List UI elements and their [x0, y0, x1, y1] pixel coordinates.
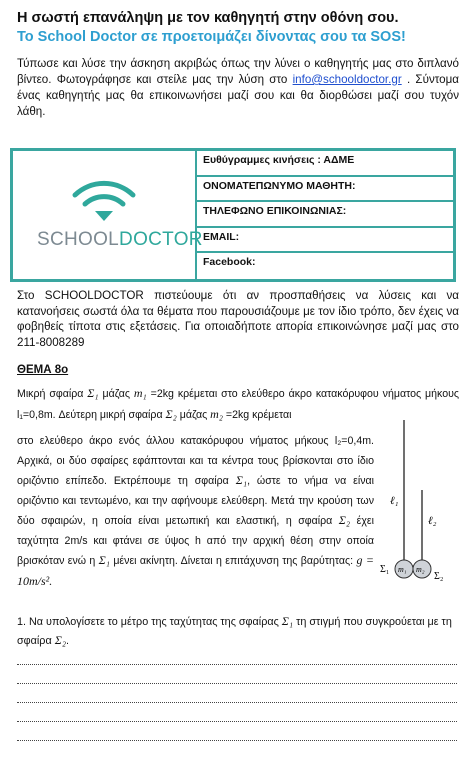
logo-part-2: DOCTOR [119, 229, 203, 250]
p1b: μάζας [98, 388, 134, 400]
email-link[interactable]: info@schooldoctor.gr [292, 73, 402, 86]
logo [37, 229, 203, 251]
q-sigma2: Σ₂ [54, 633, 67, 647]
field-topic: Ευθύγραμμες κινήσεις : ΑΔΜΕ [197, 151, 453, 177]
intro-before: Τύπωσε και λύσε την άσκηση ακριβώς όπως την λύνει ο καθηγητής μας στο διπλανό βίντεο. Φωτογράφησε και στείλε μας την λύση στο [17, 57, 459, 86]
sigma2-b: Σ₂ [338, 513, 351, 527]
p2b: , ώστε το νήμα να είναι οριζόντιο και τεντωμένο, και την αφήνουμε ελεύθερη. Μετά την κρούση των δύο σφαιρών, η οποία είναι μετωπική και ελαστική, η σφαίρα [17, 475, 374, 527]
label-m2: m₂ [416, 565, 425, 574]
sigma1-c: Σ₁ [98, 553, 110, 567]
p2c: έχει ταχύτητα 2m/s και φτάνει σε ύψος h από την αρχική θέση στην οποία βρισκόταν ενώ η [17, 515, 374, 567]
question-1 [17, 612, 465, 650]
logo-part-1: SCHOOL [37, 229, 120, 250]
form-fields [197, 151, 453, 279]
answer-line[interactable] [17, 683, 457, 684]
answer-line[interactable] [17, 664, 457, 665]
p2a: στο ελεύθερο άκρο ενός άλλου κατακόρυφου νήματος μήκους l₂=0,4m. Αρχικά, οι δύο σφαίρες εφάπτονται και τα κέντρα τους βρίσκονται στο ίδιο οριζόντιο επίπεδο. Εκτρέπουμε τη σφαίρα [17, 435, 374, 487]
field-email[interactable]: EMAIL: [197, 228, 453, 254]
q-sigma1: Σ₁ [281, 614, 294, 628]
answer-line[interactable] [17, 702, 457, 703]
sigma1: Σ₁ [87, 386, 99, 400]
info-paragraph: Στο SCHOOLDOCTOR πιστεύουμε ότι αν προσπαθήσεις να λύσεις και να κατανοήσεις σωστά όλα τα θέματα που παρουσιάζουμε με τον ίδιο τρόπο, δεν έχεις να φοβηθείς τίποτα στις εξετάσεις. Για οποιαδήποτε απορία επικοινώνησε μαζί μας στο 211-8008289 [17, 289, 459, 349]
gravity: g = 10m/s². [17, 553, 375, 588]
m2: m₂ [210, 406, 223, 421]
header-line-1: Η σωστή επανάληψη με τον καθηγητή στην οθόνη σου. [17, 10, 399, 26]
intro-text [17, 56, 459, 120]
p2d: μένει ακίνητη. Δίνεται η επιτάχυνση της βαρύτητας: [109, 555, 354, 567]
answer-line[interactable] [17, 721, 457, 722]
header-line-2: Το School Doctor σε προετοιμάζει δίνοντας σου τα SOS! [17, 29, 406, 45]
intro-after: . Σύντομα ένας καθηγητής μας θα επικοινωνήσει μαζί σου και θα διορθώσει μαζί σου τυχόν λάθη. [17, 73, 459, 118]
q-a: 1. Να υπολογίσετε το μέτρο της ταχύτητας της σφαίρας [17, 616, 282, 628]
field-phone[interactable]: ΤΗΛΕΦΩΝΟ ΕΠΙΚΟΙΝΩΝΙΑΣ: [197, 202, 453, 228]
pendulum-figure [380, 412, 470, 592]
label-s1: Σ₁ [380, 564, 390, 575]
logo-cell [13, 151, 203, 279]
field-facebook[interactable]: Facebook: [203, 256, 256, 269]
sigma1-b: Σ₁ [235, 473, 248, 487]
field-student-name[interactable]: ΟΝΟΜΑΤΕΠΩΝΥΜΟ ΜΑΘΗΤΗ: [197, 177, 453, 203]
p1e: =2kg κρέμεται [222, 408, 292, 421]
sigma2: Σ₂ [165, 406, 177, 421]
q-c: . [66, 635, 70, 647]
label-l2: ℓ₂ [428, 515, 437, 527]
label-l1: ℓ₁ [390, 495, 399, 507]
problem-text-2 [17, 432, 374, 592]
p1d: μάζας [176, 408, 211, 421]
q-b: τη στιγμή που συγκρούεται με τη σφαίρα [17, 616, 452, 647]
answer-line[interactable] [17, 740, 457, 741]
label-s2: Σ₂ [434, 571, 444, 582]
label-m1: m₁ [398, 565, 407, 574]
student-info-box [10, 148, 456, 282]
m1: m₁ [133, 386, 147, 400]
thema-title: ΘΕΜΑ 8ο [17, 364, 69, 376]
wifi-icon [13, 151, 195, 279]
p1a: Μικρή σφαίρα [17, 388, 88, 400]
p1c: =2kg κρέμεται στο ελεύθερο άκρο κατακόρυφου νήματος μήκους l₁=0,8m. Δεύτερη μικρή σφαίρα [17, 388, 459, 421]
